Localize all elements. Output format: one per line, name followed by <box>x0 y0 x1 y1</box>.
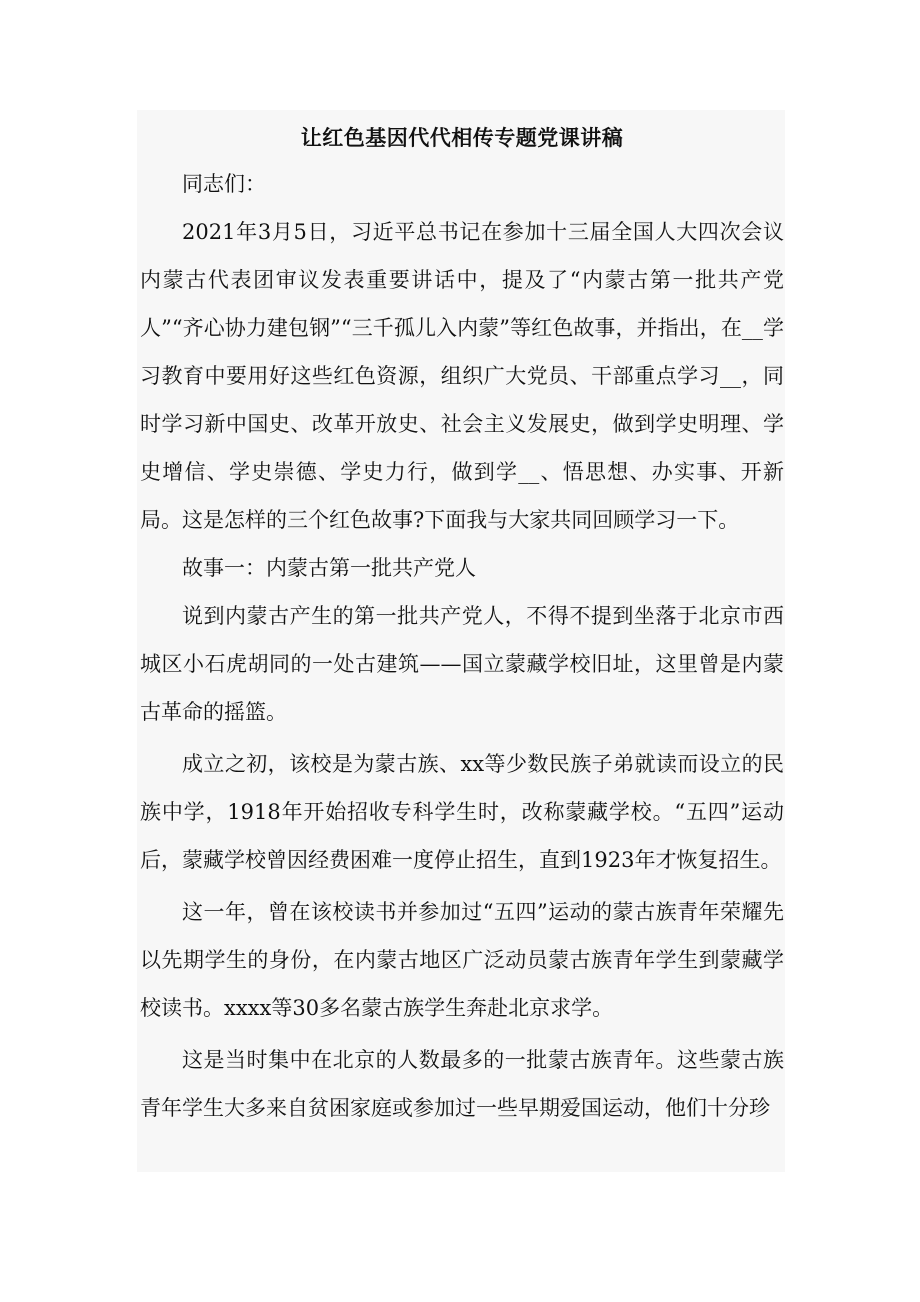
paragraph-body: 成立之初，该校是为蒙古族、xx等少数民族子弟就读而设立的民族中学，1918年开始招收专科学生时，改称蒙藏学校。“五四”运动后，蒙藏学校曾因经费困难一度停止招生，直到1923年才恢复招生。 <box>140 752 784 872</box>
paragraph-salutation: 同志们： <box>182 172 266 196</box>
document-content <box>140 118 784 1132</box>
paragraph-body: 这一年，曾在该校读书并参加过“五四”运动的蒙古族青年荣耀先以先期学生的身份，在内蒙古地区广泛动员蒙古族青年学生到蒙藏学校读书。xxxx等30多名蒙古族学生奔赴北京求学。 <box>140 900 784 1020</box>
paragraph-story-heading: 故事一：内蒙古第一批共产党人 <box>182 556 476 580</box>
paragraph-intro: 2021年3月5日，习近平总书记在参加十三届全国人大四次会议内蒙古代表团审议发表重要讲话中，提及了“内蒙古第一批共产党人”“齐心协力建包钢”“三千孤儿入内蒙”等红色故事，并指出，在__学习教育中要用好这些红色资源，组织广大党员、干部重点学习__，同时学习新中国史、改革开放史、社会主义发展史，做到学史明理、学史增信、学史崇德、学史力行，做到学__、悟思想、办实事、开新局。这是怎样的三个红色故事?下面我与大家共同回顾学习一下。 <box>140 220 784 532</box>
paragraph-body: 说到内蒙古产生的第一批共产党人，不得不提到坐落于北京市西城区小石虎胡同的一处古建筑——国立蒙藏学校旧址，这里曾是内蒙古革命的摇篮。 <box>140 604 784 724</box>
paragraph-body: 这是当时集中在北京的人数最多的一批蒙古族青年。这些蒙古族青年学生大多来自贫困家庭或参加过一些早期爱国运动，他们十分珍 <box>140 1048 784 1120</box>
document-page <box>137 110 785 1172</box>
document-title: 让红色基因代代相传专题党课讲稿 <box>300 126 624 150</box>
